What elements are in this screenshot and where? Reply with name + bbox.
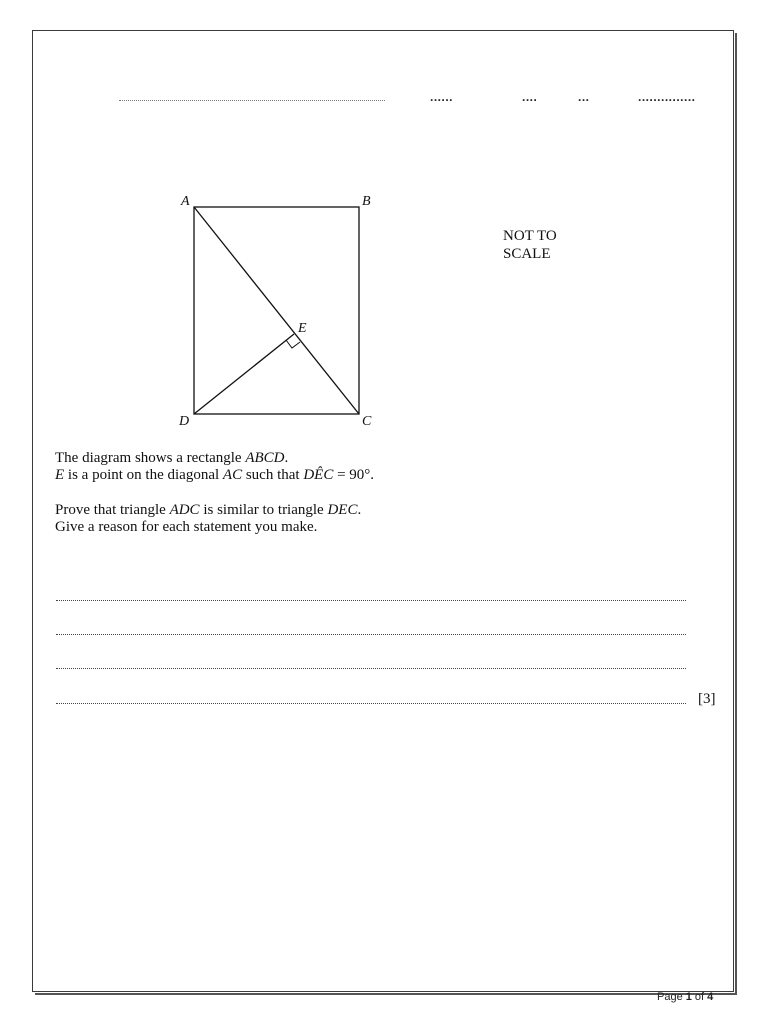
spacer: [55, 484, 715, 502]
question-line-3: [55, 502, 715, 519]
note-line: NOT TO: [503, 228, 557, 244]
marks-label: [3]: [698, 691, 716, 707]
diagonal-ac: [194, 207, 359, 414]
text: Page: [657, 991, 686, 1003]
current-page: 1: [685, 991, 692, 1003]
page-border-shadow: [35, 993, 737, 995]
question-text: [55, 450, 715, 536]
header-fill-line-1: ......: [430, 92, 454, 102]
text: The diagram shows a rectangle: [55, 450, 246, 466]
answer-line[interactable]: [56, 634, 686, 635]
right-angle-marker: [286, 340, 300, 348]
answer-line[interactable]: [56, 703, 686, 704]
header-fill-line-2: ....: [522, 92, 538, 102]
question-line-2: [55, 467, 715, 484]
question-line-1: [55, 450, 715, 467]
page-border-shadow: [735, 33, 737, 995]
segment-de: [194, 334, 294, 414]
answer-line[interactable]: [56, 668, 686, 669]
shape-name: ABCD: [245, 450, 285, 466]
rectangle-diagram: [170, 188, 390, 433]
vertex-label-b: B: [362, 194, 371, 209]
total-pages: 4: [707, 991, 714, 1003]
text: .: [284, 450, 289, 466]
header-fill-line-3: ...: [578, 92, 590, 102]
triangle-name: ADC: [169, 502, 200, 518]
note-line: SCALE: [503, 246, 551, 262]
diagonal-name: AC: [222, 467, 243, 483]
vertex-label-c: C: [362, 414, 372, 429]
text: is a point on the diagonal: [64, 467, 223, 483]
triangle-name: DEC: [327, 502, 358, 518]
text: of: [691, 991, 708, 1003]
text: Prove that triangle: [55, 502, 170, 518]
vertex-label-d: D: [179, 414, 190, 429]
angle-name: DÊC: [303, 467, 334, 483]
text: is similar to triangle: [199, 502, 328, 518]
text: .: [357, 502, 362, 518]
vertex-label-a: A: [181, 194, 190, 209]
question-line-4: Give a reason for each statement you make.: [55, 519, 318, 535]
vertex-label-e: E: [298, 321, 307, 336]
page-number: [657, 991, 713, 1003]
header-fill-line-name: [119, 92, 385, 101]
header-fill-line-4: ...............: [638, 92, 696, 102]
angle-value: = 90°.: [333, 467, 375, 483]
answer-line[interactable]: [56, 600, 686, 601]
point-name: E: [55, 467, 65, 483]
not-to-scale-note: [503, 227, 557, 263]
text: such that: [242, 467, 304, 483]
